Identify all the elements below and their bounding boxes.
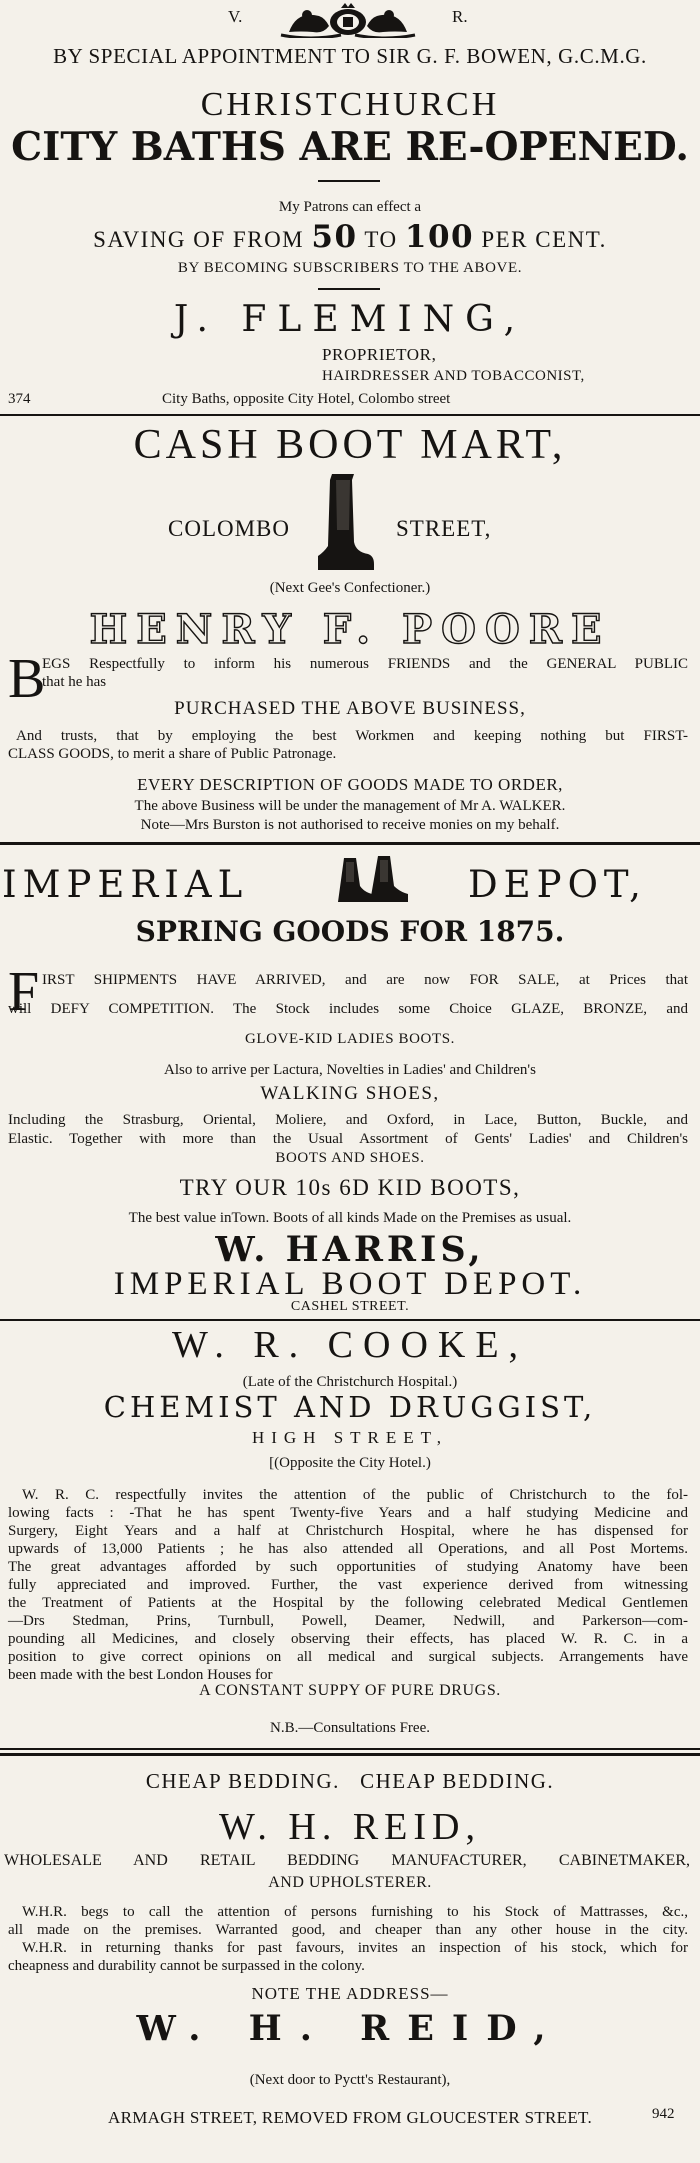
- saving-100: 100: [404, 219, 475, 255]
- note-address: NOTE THE ADDRESS—: [251, 1984, 449, 2003]
- shipments-1: IRST SHIPMENTS HAVE ARRIVED, and are now FOR SALE, at Prices that: [42, 972, 688, 988]
- cooke-body-8: pounding all Medicines, and closely observing their effects, has placed W. R. C. in a: [8, 1631, 688, 1647]
- try-kid-boots: TRY OUR 10s 6D KID BOOTS,: [179, 1175, 521, 1200]
- imperial-left: IMPERIAL: [2, 863, 249, 906]
- cooke-body-1: lowing facts : -That he has spent Twenty-five Years and a half studying Medicine and: [8, 1505, 688, 1521]
- poore-intro-2: that he has: [42, 674, 107, 690]
- hairdresser: HAIRDRESSER AND TOBACCONIST,: [322, 368, 585, 384]
- dropcap-b: B: [8, 648, 46, 710]
- cooke-body-0: W. R. C. respectfully invites the attention of the public of Christchurch to the fol-: [22, 1487, 688, 1503]
- chemist-druggist: CHEMIST AND DRUGGIST,: [103, 1390, 597, 1424]
- reid-trade-1: WHOLESALE AND RETAIL BEDDING MANUFACTURER, CABINETMAKER,: [4, 1852, 690, 1869]
- cooke-name: W. R. COOKE,: [171, 1324, 529, 1366]
- trusts-1: And trusts, that by employing the best Workmen and keeping nothing but FIRST-: [16, 728, 688, 744]
- baths-city: CHRISTCHURCH: [200, 86, 500, 123]
- saving-to: TO: [364, 227, 398, 252]
- reid-body-1: all made on the premises. Warranted good, and cheaper than any other house in the city.: [8, 1922, 688, 1938]
- reid-body-2: W.H.R. in returning thanks for past favours, invites an inspection of his stock, which for: [22, 1940, 688, 1956]
- crest-letter-r: R.: [452, 7, 468, 26]
- cooke-body-3: upwards of 13,000 Patients ; he has also attended all Operations, and all Post Mortems.: [8, 1541, 688, 1557]
- imperial-right: DEPOT,: [468, 863, 647, 906]
- colombo-left: COLOMBO: [168, 516, 291, 541]
- section-rule: [0, 842, 700, 845]
- colombo-right: STREET,: [396, 516, 492, 541]
- next-pyctt: (Next door to Pyctt's Restaurant),: [249, 2072, 451, 2088]
- section-rule: [0, 1753, 700, 1756]
- saving-50: 50: [311, 219, 358, 255]
- saving-post: PER CENT.: [481, 227, 607, 252]
- reid-trade-2: AND UPHOLSTERER.: [268, 1874, 432, 1891]
- cooke-body-2: Surgery, Eight Years and a half at Christchurch Hospital, where he has dispensed for: [8, 1523, 688, 1539]
- cooke-body-10: been made with the best London Houses for: [8, 1667, 273, 1683]
- subscribers-line: BY BECOMING SUBSCRIBERS TO THE ABOVE.: [177, 260, 523, 276]
- next-gee: (Next Gee's Confectioner.): [269, 580, 431, 596]
- pure-drugs: A CONSTANT SUPPY OF PURE DRUGS.: [199, 1682, 501, 1699]
- cooke-body-7: —Drs Stedman, Prins, Turnbull, Powell, Deamer, Nedwill, and Parkerson—com-: [8, 1613, 688, 1629]
- including-1: Including the Strasburg, Oriental, Moliere, and Oxford, in Lace, Button, Buckle, and: [8, 1112, 688, 1128]
- cashel-street: CASHEL STREET.: [290, 1299, 410, 1314]
- baths-address: City Baths, opposite City Hotel, Colombo street: [162, 391, 451, 407]
- boot-pair-icon: [334, 852, 412, 906]
- cooke-body-4: The great advantages afforded by such opportunities of studying Anatomy have been: [8, 1559, 688, 1575]
- proprietor: PROPRIETOR,: [322, 345, 437, 364]
- purchased-line: PURCHASED THE ABOVE BUSINESS,: [174, 698, 526, 719]
- section-rule: [0, 1319, 700, 1321]
- divider: [318, 288, 380, 290]
- shipments-2: will DEFY COMPETITION. The Stock includes some Choice GLAZE, BRONZE, and: [8, 1001, 688, 1017]
- divider: [318, 180, 380, 182]
- boot-icon: [310, 472, 374, 572]
- section-rule: [0, 414, 700, 416]
- also-arrive: Also to arrive per Lactura, Novelties in Ladies' and Children's: [164, 1062, 536, 1078]
- every-description: EVERY DESCRIPTION OF GOODS MADE TO ORDER,: [137, 775, 563, 794]
- late-hospital: (Late of the Christchurch Hospital.): [242, 1374, 458, 1390]
- baths-headline: CITY BATHS ARE RE-OPENED.: [11, 124, 689, 170]
- imperial-boot-depot: IMPERIAL BOOT DEPOT.: [113, 1266, 587, 1302]
- reid-body-3: cheapness and durability cannot be surpassed in the colony.: [8, 1958, 365, 1974]
- dropcap-f: F: [8, 961, 40, 1023]
- poore-intro-1: EGS Respectfully to inform his numerous FRIENDS and the GENERAL PUBLIC: [42, 656, 688, 672]
- walking-shoes: WALKING SHOES,: [260, 1083, 440, 1104]
- patrons-line: My Patrons can effect a: [278, 199, 422, 215]
- including-2: Elastic. Together with more than the Usual Assortment of Gents' Ladies' and Children's: [8, 1131, 688, 1147]
- appointment-line: BY SPECIAL APPOINTMENT TO SIR G. F. BOWEN, G.C.M.G.: [53, 44, 647, 68]
- best-value: The best value inTown. Boots of all kinds Made on the Premises as usual.: [128, 1210, 572, 1226]
- cooke-body-5: fully appreciated and improved. Further, the vast experience derived from witnessing: [8, 1577, 688, 1593]
- section-rule: [0, 1748, 700, 1750]
- fleming-name: J. FLEMING,: [173, 299, 527, 340]
- cooke-body-9: position to give correct opinions on all medical and surgical subjects. Arrangements have: [8, 1649, 688, 1665]
- ad-number-942: 942: [652, 2106, 675, 2122]
- trusts-2: CLASS GOODS, to merit a share of Public Patronage.: [8, 746, 337, 762]
- reid-name-2: W. H. REID,: [136, 2008, 564, 2049]
- cooke-body-6: the Treatment of Patients at the Hospital by the following celebrated Medical Gentlemen: [8, 1595, 688, 1611]
- ad-number: 374: [8, 391, 31, 407]
- boots-and-shoes: BOOTS AND SHOES.: [275, 1150, 425, 1166]
- poore-name: HENRY F. POORE: [89, 606, 611, 653]
- saving-line: [0, 219, 700, 255]
- crest-letter-v: V.: [228, 7, 243, 26]
- harris-name: W. HARRIS,: [215, 1229, 485, 1270]
- boot-mart-title: CASH BOOT MART,: [133, 422, 567, 468]
- glove-kid: GLOVE-KID LADIES BOOTS.: [244, 1031, 456, 1047]
- consultations-free: N.B.—Consultations Free.: [270, 1720, 430, 1736]
- burston-note: Note—Mrs Burston is not authorised to receive monies on my behalf.: [140, 817, 560, 833]
- armagh-street: ARMAGH STREET, REMOVED FROM GLOUCESTER STREET.: [108, 2108, 592, 2127]
- saving-pre: SAVING OF FROM: [93, 227, 305, 252]
- reid-body-0: W.H.R. begs to call the attention of persons furnishing to his Stock of Mattrasses, &c.,: [22, 1904, 688, 1920]
- royal-crest-icon: [277, 2, 419, 38]
- reid-name: W. H. REID,: [219, 1806, 481, 1848]
- high-street: HIGH STREET,: [251, 1428, 449, 1447]
- spring-goods: SPRING GOODS FOR 1875.: [135, 915, 565, 948]
- management-line: The above Business will be under the management of Mr A. WALKER.: [134, 798, 566, 814]
- opposite-city-hotel: [(Opposite the City Hotel.): [269, 1455, 431, 1471]
- cheap-bedding: CHEAP BEDDING. CHEAP BEDDING.: [145, 1769, 555, 1793]
